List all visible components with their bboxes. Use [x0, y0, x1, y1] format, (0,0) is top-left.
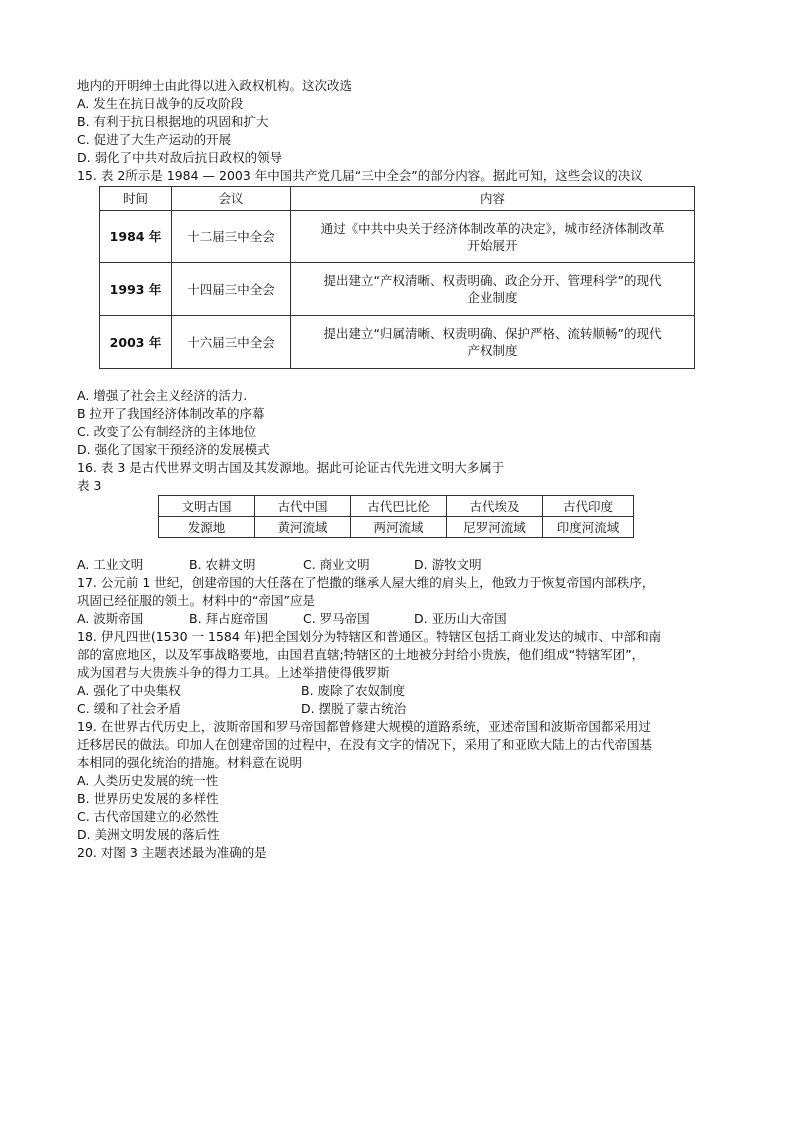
q14-option-c: C. 促进了大生产运动的开展: [77, 132, 232, 147]
table-2-content-line: 通过《中共中央关于经济体制改革的决定》，城市经济体制改革: [320, 220, 665, 236]
table-row: [159, 496, 634, 517]
table-2-meeting: 十四届三中全会: [172, 263, 291, 316]
q20-stem: 20. 对图 3 主题表述最为准确的是: [77, 845, 267, 860]
q17-option-b: B. 拜占庭帝国: [189, 611, 269, 626]
table-2-header-content: 内容: [291, 187, 695, 211]
q16-option-a: A. 工业文明: [77, 557, 144, 572]
q15-option-a: A. 增强了社会主义经济的活力.: [77, 388, 248, 403]
q16-option-d: D. 游牧文明: [414, 557, 482, 572]
q18-stem-line-3: 成为国君与大贵族斗争的得力工具。上述举措使得俄罗斯: [77, 665, 390, 680]
table-2-content-line: 提出建立“归属清晰、权责明确、保护严格、流转顺畅”的现代: [323, 326, 662, 341]
q18-option-c: C. 缓和了社会矛盾: [77, 701, 182, 716]
table-2-header-meeting: 会议: [172, 187, 291, 211]
q18-option-d: D. 摆脱了蒙古统治: [301, 701, 407, 716]
q14-stem-tail: 地内的开明绅士由此得以进入政权机构。这次改选: [77, 78, 353, 93]
table-3-cell: 古代巴比伦: [351, 496, 447, 517]
q19-option-c: C. 古代帝国建立的必然性: [77, 809, 219, 824]
table-3: [158, 495, 634, 538]
q17-option-a: A. 波斯帝国: [77, 611, 144, 626]
table-3-cell: 古代中国: [255, 496, 351, 517]
table-2-content-line: 产权制度: [467, 343, 518, 358]
table-row: [100, 263, 695, 316]
table-2-year: 1984 年: [100, 211, 172, 263]
table-2: [99, 186, 695, 369]
table-2-content-line: 企业制度: [467, 290, 518, 305]
q17-stem-line-2: 巩固已经征服的领土。材料中的“帝国”应是: [77, 593, 315, 608]
q18-options-row-2: [77, 701, 406, 717]
table-3-cell: 尼罗河流域: [447, 517, 543, 538]
table-3-cell: 黄河流域: [255, 517, 351, 538]
table-row: [100, 211, 695, 263]
q15-stem: 15. 表 2所示是 1984 — 2003 年中国共产党几届“三中全会”的部分内容。据此可知，这些会议的决议: [77, 168, 643, 183]
table-3-cell: 发源地: [159, 517, 255, 538]
table-2-content-line: 提出建立“产权清晰、权责明确、政企分开、管理科学”的现代: [323, 273, 662, 288]
q18-stem-line-2: 部的富庶地区，以及军事战略要地，由国君直辖;特辖区的土地被分封给小贵族，他们组成“特辖军团”，: [77, 647, 645, 662]
q17-option-d: D. 亚历山大帝国: [414, 611, 507, 626]
table-3-cell: 古代印度: [543, 496, 634, 517]
q17-option-c: C. 罗马帝国: [303, 611, 370, 626]
q15-option-b: B 拉开了我国经济体制改革的序幕: [77, 406, 265, 421]
q17-stem-line-1: 17. 公元前 1 世纪，创建帝国的大任落在了恺撒的继承人屋大维的肩头上，他致力于恢复帝国内部秩序，: [77, 575, 655, 590]
q18-option-a: A. 强化了中央集权: [77, 683, 181, 698]
q19-stem-line-1: 19. 在世界古代历史上，波斯帝国和罗马帝国都曾修建大规模的道路系统，亚述帝国和波斯帝国都采用过: [77, 719, 651, 734]
table-2-content: [291, 316, 695, 369]
q18-option-b: B. 废除了农奴制度: [301, 683, 406, 698]
q15-option-d: D. 强化了国家干预经济的发展模式: [77, 442, 270, 457]
table-2-content: [291, 211, 695, 263]
table-3-cell: 印度河流域: [543, 517, 634, 538]
q14-option-a: A. 发生在抗日战争的反攻阶段: [77, 96, 244, 111]
table-2-year: 2003 年: [100, 316, 172, 369]
table-2-meeting: 十二届三中全会: [172, 211, 291, 263]
q16-stem: 16. 表 3 是古代世界文明古国及其发源地。据此可论证古代先进文明大多属于: [77, 460, 505, 475]
q19-stem-line-3: 本相同的强化统治的措施。材料意在说明: [77, 755, 303, 770]
q14-option-b: B. 有利于抗日根据地的巩固和扩大: [77, 114, 269, 129]
q18-stem-line-1: 18. 伊凡四世(1530 一 1584 年)把全国划分为特辖区和普通区。特辖区包括工商业发达的城市、中部和南: [77, 629, 662, 644]
table-2-header-row: [100, 187, 695, 211]
table-3-label: 表 3: [77, 478, 102, 493]
table-2-header-time: 时间: [100, 187, 172, 211]
q17-options: [77, 611, 507, 627]
q19-option-d: D. 美洲文明发展的落后性: [77, 827, 220, 842]
table-2-content: [291, 263, 695, 316]
table-2-content-line: 开始展开: [467, 237, 518, 253]
q14-option-d: D. 弱化了中共对敌后抗日政权的领导: [77, 150, 283, 165]
q16-options: [77, 557, 482, 573]
table-3-cell: 古代埃及: [447, 496, 543, 517]
table-3-cell: 两河流域: [351, 517, 447, 538]
q19-option-b: B. 世界历史发展的多样性: [77, 791, 219, 806]
q19-stem-line-2: 迁移居民的做法。印加人在创建帝国的过程中，在没有文字的情况下，采用了和亚欧大陆上的古代帝国基: [77, 737, 653, 752]
table-2-year: 1993 年: [100, 263, 172, 316]
table-row: [159, 517, 634, 538]
table-row: [100, 316, 695, 369]
q18-options-row-1: [77, 683, 405, 699]
q19-option-a: A. 人类历史发展的统一性: [77, 773, 219, 788]
table-2-meeting: 十六届三中全会: [172, 316, 291, 369]
q15-option-c: C. 改变了公有制经济的主体地位: [77, 424, 257, 439]
table-3-cell: 文明古国: [159, 496, 255, 517]
q16-option-c: C. 商业文明: [303, 557, 370, 572]
q16-option-b: B. 农耕文明: [189, 557, 256, 572]
